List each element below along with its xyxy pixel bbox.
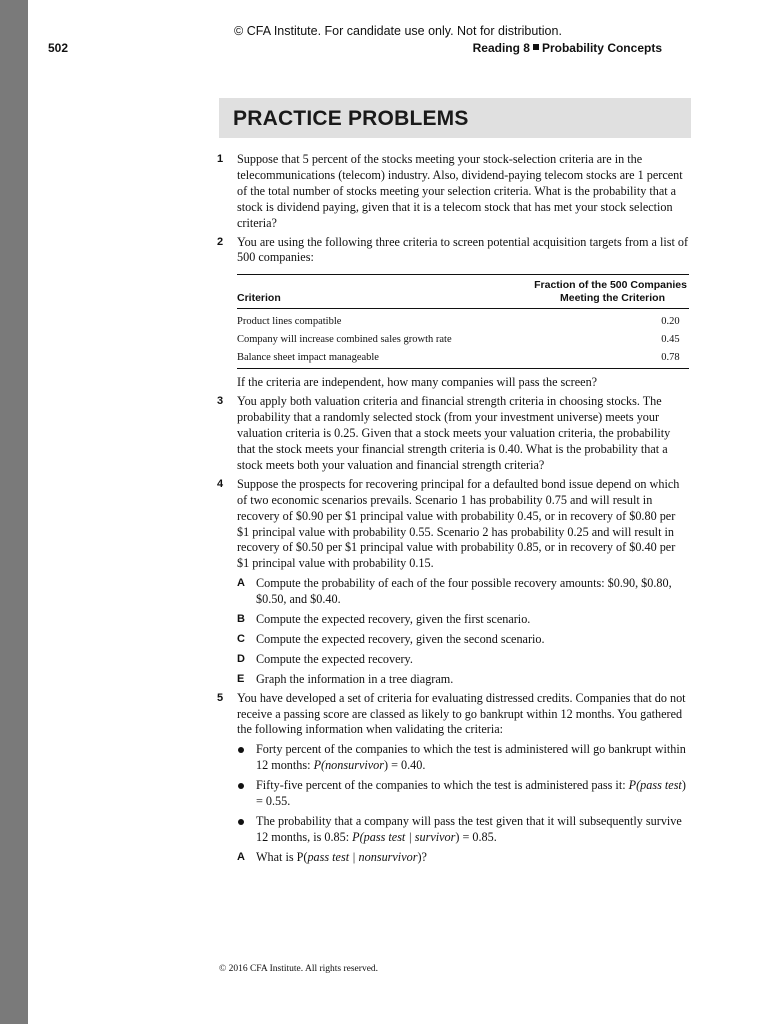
problem-4-part-d <box>219 652 689 668</box>
bullet-math-func: P( <box>628 778 641 793</box>
bullet-item <box>219 742 689 774</box>
fraction-cell: 0.45 <box>661 334 680 346</box>
reading-title: Probability Concepts <box>541 41 662 55</box>
problem-number: 4 <box>217 477 224 490</box>
footer-copyright: © 2016 CFA Institute. All rights reserved. <box>219 964 379 974</box>
criterion-cell: Product lines compatible <box>237 316 342 328</box>
criterion-column-header: Criterion <box>237 275 472 309</box>
criterion-cell: Company will increase combined sales growth rate <box>237 334 452 346</box>
square-separator-icon <box>533 44 539 50</box>
part-text-post: )? <box>417 849 427 864</box>
page-number: 502 <box>48 41 69 55</box>
table-row <box>237 348 689 369</box>
bullet-math-func: P( <box>313 758 326 773</box>
part-text: Compute the expected recovery. <box>256 651 413 666</box>
fraction-cell: 0.20 <box>661 316 680 328</box>
reading-number: Reading 8 <box>472 41 530 55</box>
part-text: Compute the expected recovery, given the second scenario. <box>256 631 545 646</box>
part-letter: A <box>237 850 245 863</box>
running-header <box>473 41 662 55</box>
problem-3 <box>219 394 689 474</box>
problem-number: 5 <box>217 691 224 704</box>
bullet-text: Forty percent of the companies to which the test is administered will go bankrupt within 12 months: <box>256 742 686 773</box>
problem-5-part-a <box>219 850 689 866</box>
part-text: Compute the expected recovery, given the first scenario. <box>256 612 531 627</box>
bullet-math-func: P( <box>352 829 364 844</box>
problem-text: You are using the following three criteria to screen potential acquisition targets from a list of 500 companies: <box>237 234 689 265</box>
bullet-text: Fifty-five percent of the companies to which the test is administered pass it: <box>256 778 629 793</box>
part-text: Compute the probability of each of the four possible recovery amounts: $0.90, $0.80, $0.50, and $0.40. <box>256 576 672 607</box>
part-text: Graph the information in a tree diagram. <box>256 671 454 686</box>
part-text-pre: What is P( <box>256 849 308 864</box>
part-letter: E <box>237 672 245 685</box>
bullet-item <box>219 778 689 810</box>
copyright-notice: © CFA Institute. For candidate use only. Not for distribution. <box>234 24 562 38</box>
problem-4-part-a <box>219 576 689 608</box>
fraction-column-header <box>472 275 689 309</box>
problem-number: 3 <box>217 395 224 408</box>
table-row <box>237 330 689 348</box>
section-title: PRACTICE PROBLEMS <box>233 107 469 130</box>
bullet-math-tail: ) = 0.40. <box>383 758 426 773</box>
bullet-dot-icon <box>238 819 244 825</box>
problem-2 <box>219 235 689 267</box>
problem-4-part-c <box>219 632 689 648</box>
bullet-dot-icon <box>238 783 244 789</box>
part-letter: D <box>237 652 245 665</box>
problem-text: Suppose that 5 percent of the stocks meeting your stock-selection criteria are in the telecommunications (telecom) industry. Also, dividend-paying telecom stocks are 1 percent of the total number of stocks meeting your selection criteria. What is the probability that a stock is dividend paying, given that it is a telecom stock that has met your stock selection criteria? <box>237 152 683 230</box>
problem-text: You have developed a set of criteria for evaluating distressed credits. Companies that do not receive a passing score are classed as likely to go bankrupt within 12 months. You gathered the following information when validating the criteria: <box>237 690 686 737</box>
criterion-cell: Balance sheet impact manageable <box>237 348 472 369</box>
problem-4-part-b <box>219 612 689 628</box>
fraction-header-line-1: Fraction of the 500 Companies <box>534 279 687 292</box>
part-text-var: pass test | nonsurvivor <box>307 849 418 864</box>
bullet-math-var: pass test <box>640 778 682 793</box>
problem-5 <box>219 691 689 739</box>
problem-text: Suppose the prospects for recovering principal for a defaulted bond issue depend on which of two economic scenarios prevails. Scenario 1 has probability 0.75 and will result in recovery of $0.90 per $1 principal value with probability 0.45, or in recovery of $0.80 per $1 principal value with probability 0.55. Scenario 2 has probability 0.25 and will result in recovery of $0.50 per $1 principal value with probability 0.85, or in recovery of $0.40 per $1 principal value with probability 0.15. <box>237 476 680 571</box>
part-letter: B <box>237 613 245 626</box>
fraction-cell: 0.78 <box>472 348 689 369</box>
problem-number: 2 <box>217 235 224 248</box>
part-letter: C <box>237 632 245 645</box>
bullet-math-var: pass test | survivor <box>363 829 456 844</box>
fraction-header-line-2: Meeting the Criterion <box>559 292 665 305</box>
criteria-table <box>237 274 689 369</box>
bullet-math-tail: ) = 0.85. <box>455 829 497 844</box>
problem-number: 1 <box>217 153 224 165</box>
bullet-item <box>219 814 689 846</box>
problem-2-question: If the criteria are independent, how many companies will pass the screen? <box>237 375 598 390</box>
bullet-math-tail: ) = 0.55. <box>256 778 686 809</box>
section-title-box <box>219 98 691 138</box>
problem-text: You apply both valuation criteria and financial strength criteria in choosing stocks. The probability that a randomly selected stock (from your investment universe) meets your valuation criteria is 0.25. Given that a stock meets your valuation criteria, the probability that the stock meets your financial strength criteria is 0.40. What is the probability that a stock meets both your valuation and financial strength criteria? <box>237 394 671 472</box>
bullet-text: The probability that a company will pass the test given that it will subsequently survive 12 months, is 0.85: <box>256 814 682 844</box>
table-row <box>237 309 689 331</box>
problem-1 <box>219 152 689 232</box>
bullet-math-var: nonsurvivor <box>325 758 384 773</box>
document-page <box>28 0 768 1024</box>
part-letter: A <box>237 577 245 590</box>
problems-list <box>219 152 689 866</box>
bullet-dot-icon <box>238 747 244 753</box>
problem-4-part-e <box>219 672 689 688</box>
problem-4 <box>219 477 689 572</box>
left-margin-bar <box>0 0 28 1024</box>
